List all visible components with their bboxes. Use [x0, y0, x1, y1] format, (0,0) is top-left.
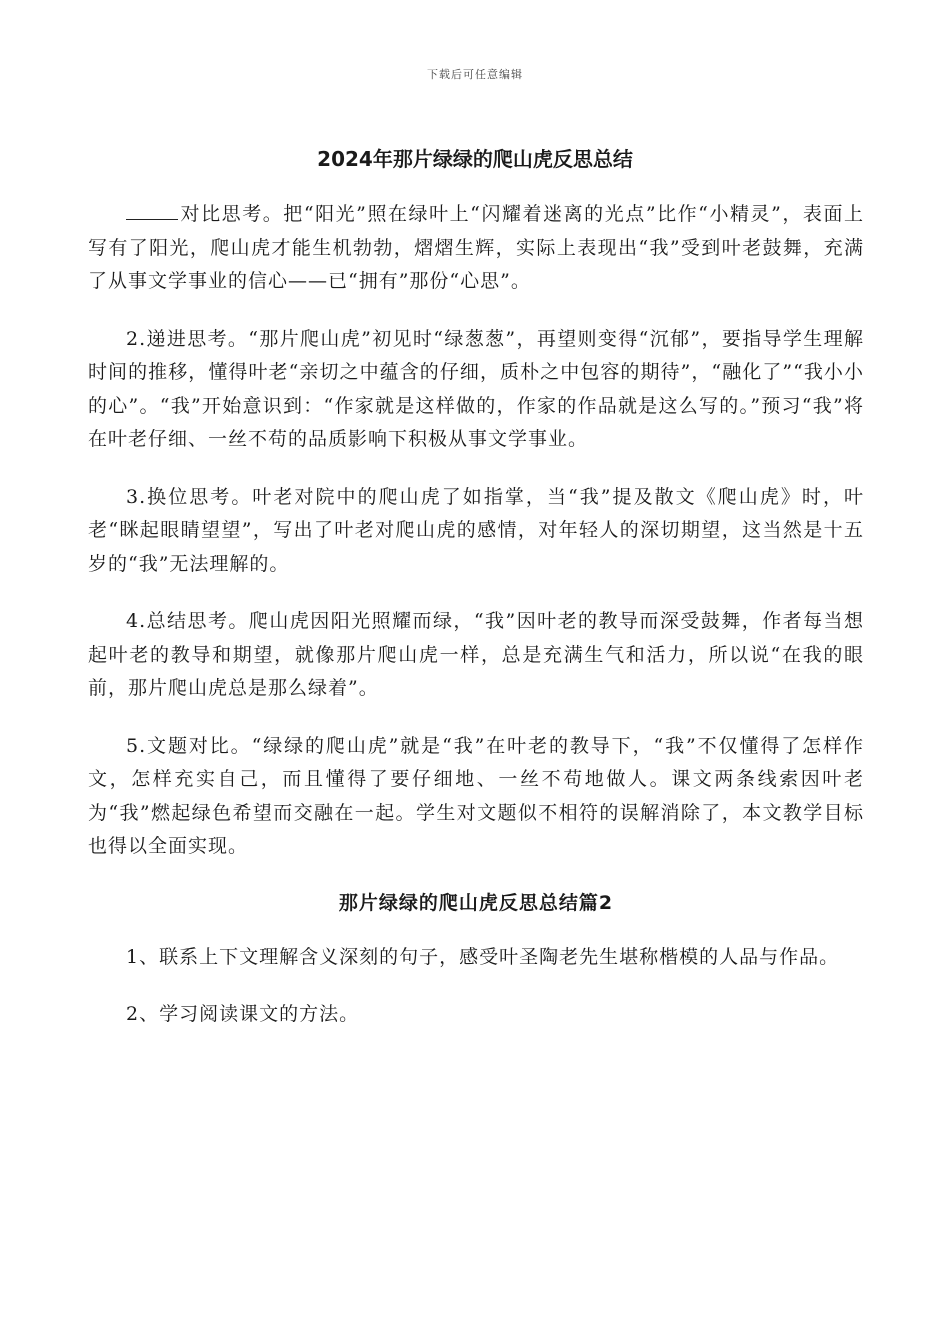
- document-body: [88, 198, 864, 1056]
- section-2-title: 那片绿绿的爬山虎反思总结篇2: [338, 891, 614, 914]
- header-note: 下载后可任意编辑: [427, 68, 523, 81]
- section-2-paragraph-1: 1、联系上下文理解含义深刻的句子，感受叶圣陶老先生堪称楷模的人品与作品。: [126, 945, 840, 968]
- section-2-paragraph-2: 2、学习阅读课文的方法。: [126, 1003, 360, 1025]
- fill-in-blank: [126, 199, 178, 220]
- paragraph-5: 5.文题对比。“绿绿的爬山虎”就是“我”在叶老的教导下，“我”不仅懂得了怎样作文，怎样充实自己，而且懂得了要仔细地、一丝不苟地做人。课文两条线索因叶老为“我”燃起绿色希望而交融在一起。学生对文题似不相符的误解消除了，本文教学目标也得以全面实现。: [88, 734, 864, 857]
- paragraph-4: 4.总结思考。爬山虎因阳光照耀而绿，“我”因叶老的教导而深受鼓舞，作者每当想起叶老的教导和期望，就像那片爬山虎一样，总是充满生气和活力，所以说“在我的眼前，那片爬山虎总是那么绿着”。: [88, 610, 864, 699]
- paragraph-1: [88, 198, 864, 299]
- paragraph-2: 2.递进思考。“那片爬山虎”初见时“绿葱葱”，再望则变得“沉郁”，要指导学生理解时间的推移，懂得叶老“亲切之中蕴含的仔细，质朴之中包容的期待”，“融化了”“我小小的心”。“我”开始意识到：“作家就是这样做的，作家的作品就是这么写的。”预习“我”将在叶老仔细、一丝不苟的品质影响下积极从事文学事业。: [88, 327, 864, 450]
- paragraph-1-text: 对比思考。把“阳光”照在绿叶上“闪耀着迷离的光点”比作“小精灵”，表面上写有了阳光，爬山虎才能生机勃勃，熠熠生辉，实际上表现出“我”受到叶老鼓舞，充满了从事文学事业的信心——已“拥有”那份“心思”。: [88, 203, 864, 292]
- document-title: 2024年那片绿绿的爬山虎反思总结: [317, 147, 633, 171]
- paragraph-3: 3.换位思考。叶老对院中的爬山虎了如指掌，当“我”提及散文《爬山虎》时，叶老“眯起眼睛望望”，写出了叶老对爬山虎的感情，对年轻人的深切期望，这当然是十五岁的“我”无法理解的。: [88, 485, 864, 575]
